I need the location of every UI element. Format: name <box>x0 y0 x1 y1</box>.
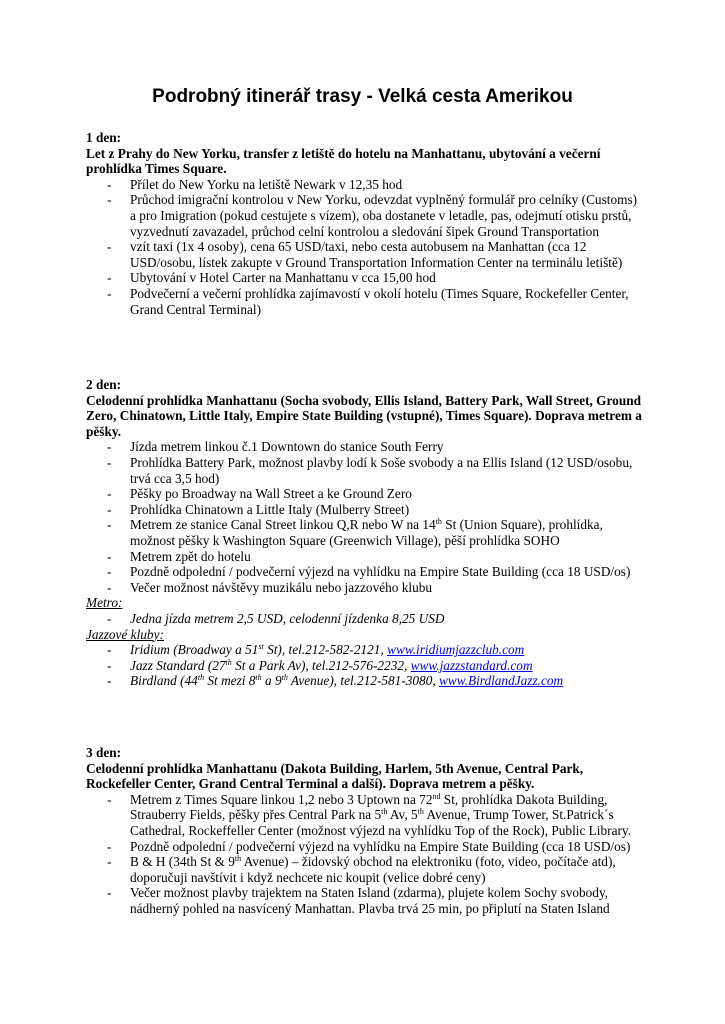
ordinal-suffix: th <box>197 673 205 683</box>
item-text: St, prohlídka Dakota Building, Strauberry Fields, pěšky přes Central Park na 5 <box>130 791 608 823</box>
item-text: Avenue) – židovský obchod na elektroniku (foto, video, počítače atd), doporučuji navštívit i když nechcete nic koupit (velice dobré ceny) <box>130 854 616 885</box>
item-text: Iridium (Broadway a 51 <box>130 642 259 658</box>
ordinal-suffix: th <box>381 807 388 817</box>
list-item <box>86 658 646 674</box>
list-item: - Průchod imigrační kontrolou v New Yorku, odevzdat vyplněný formulář pro celníky (Customs) a pro Imigration (pokud cestujete s vízem), oba dostanete v letadle, pas, odejmutí otisku prstů, vyzvednutí zavazadel, průchod celní kontrolou a sledování šipek Ground Transportation <box>86 192 646 239</box>
day3-label: 3 den: <box>86 745 122 760</box>
birdland-link[interactable]: www.BirdlandJazz.com <box>439 673 564 689</box>
list-item: - Jízda metrem linkou č.1 Downtown do stanice South Ferry <box>86 439 646 455</box>
day1-section <box>86 130 646 317</box>
ordinal-suffix: th <box>234 854 242 864</box>
list-item <box>86 673 646 689</box>
item-text: Jazz Standard (27 <box>130 657 226 673</box>
list-item <box>86 517 646 548</box>
list-item: - vzít taxi (1x 4 osoby), cena 65 USD/taxi, nebo cesta autobusem na Manhattan (cca 12 USD/osobu, lístek zakupte v Ground Transportation Information Center na terminálu letiště) <box>86 239 646 270</box>
list-item: - Ubytování v Hotel Carter na Manhattanu v cca 15,00 hod <box>86 270 646 286</box>
item-text: St), tel.212-582-2121, <box>263 642 388 658</box>
ordinal-suffix: th <box>435 517 442 527</box>
item-text: Avenue), tel.212-581-3080, <box>287 673 439 689</box>
day2-heading: Celodenní prohlídka Manhattanu (Socha svobody, Ellis Island, Battery Park, Wall Street, Ground Zero, Chinatown, Little Italy, Empire State Building (vstupné), Times Square). Doprava metrem a pěšky. <box>86 392 642 439</box>
list-item: - Jedna jízda metrem 2,5 USD, celodenní jízdenka 8,25 USD <box>86 611 646 627</box>
list-item: - Pozdně odpolední / podvečerní výjezd na vyhlídku na Empire State Building (cca 18 USD/os) <box>86 839 646 855</box>
day3-list <box>86 792 646 917</box>
item-text: Birdland (44 <box>130 673 198 689</box>
ordinal-suffix: th <box>281 673 288 683</box>
jazz-label: Jazzové kluby: <box>86 626 164 642</box>
item-text: Metrem z Times Square linkou 1,2 nebo 3 Uptown na 72 <box>130 791 433 807</box>
metro-list <box>86 611 646 627</box>
ordinal-suffix: th <box>225 657 232 667</box>
day1-heading: Let z Prahy do New Yorku, transfer z letiště do hotelu na Manhattanu, ubytování a večerní prohlídka Times Square. <box>86 145 601 177</box>
list-item: - Prohlídka Battery Park, možnost plavby lodí k Soše svobody a na Ellis Island (12 USD/osobu, trvá cca 3,5 hod) <box>86 455 646 486</box>
list-item: - Večer možnost plavby trajektem na Staten Island (zdarma), plujete kolem Sochy svobody, nádherný pohled na nasvícený Manhattan. Plavba trvá 25 min, po připlutí na Staten Island <box>86 885 646 916</box>
item-text: Av, 5 <box>387 807 418 823</box>
metro-label: Metro: <box>86 595 123 611</box>
day3-heading: Celodenní prohlídka Manhattanu (Dakota Building, Harlem, 5th Avenue, Central Park, Rockefeller Center, Grand Central Terminal a další). Doprava metrem a pěšky. <box>86 760 584 792</box>
ordinal-suffix: th <box>255 673 262 683</box>
document-title: Podrobný itinerář trasy - Velká cesta Amerikou <box>152 86 573 107</box>
list-item <box>86 792 646 839</box>
jazz-list <box>86 642 646 689</box>
item-text: Metrem ze stanice Canal Street linkou Q,R nebo W na 14 <box>130 517 436 533</box>
list-item: - Pozdně odpolední / podvečerní výjezd na vyhlídku na Empire State Building (cca 18 USD/os) <box>86 564 646 580</box>
jazz-standard-link[interactable]: www.jazzstandard.com <box>410 657 533 673</box>
item-text: a 9 <box>261 673 282 689</box>
day1-list <box>86 177 646 317</box>
day2-section <box>86 377 646 689</box>
item-text: B & H (34th St & 9 <box>130 854 235 870</box>
list-item <box>86 642 646 658</box>
ordinal-suffix: nd <box>432 791 441 801</box>
list-item: - Prohlídka Chinatown a Little Italy (Mulberry Street) <box>86 502 646 518</box>
list-item: - Přílet do New Yorku na letiště Newark v 12,35 hod <box>86 177 646 193</box>
day1-label: 1 den: <box>86 130 122 145</box>
list-item: - Pěšky po Broadway na Wall Street a ke Ground Zero <box>86 486 646 502</box>
list-item: - Metrem zpět do hotelu <box>86 549 646 565</box>
list-item: - Podvečerní a večerní prohlídka zajímavostí v okolí hotelu (Times Square, Rockefeller Center, Grand Central Terminal) <box>86 286 646 317</box>
ordinal-suffix: th <box>417 807 424 817</box>
item-text: St a Park Av), tel.212-576-2232, <box>231 657 411 673</box>
day2-label: 2 den: <box>86 377 122 392</box>
list-item: - Večer možnost návštěvy muzikálu nebo jazzového klubu <box>86 580 646 596</box>
item-text: St mezi 8 <box>204 673 256 689</box>
iridium-link[interactable]: www.iridiumjazzclub.com <box>387 642 525 658</box>
item-text: St (Union Square), prohlídka, možnost pěšky k Washington Square (Greenwich Village), pěší prohlídka SOHO <box>130 517 603 548</box>
day2-list <box>86 439 646 595</box>
ordinal-suffix: st <box>258 642 264 652</box>
item-text: Avenue, Trump Tower, St.Patrick´s Cathedral, Rockeffeller Center (možnost výjezd na vyhlídku Top of the Rock), Public Library. <box>130 807 632 838</box>
list-item <box>86 854 646 885</box>
day3-section <box>86 745 646 917</box>
